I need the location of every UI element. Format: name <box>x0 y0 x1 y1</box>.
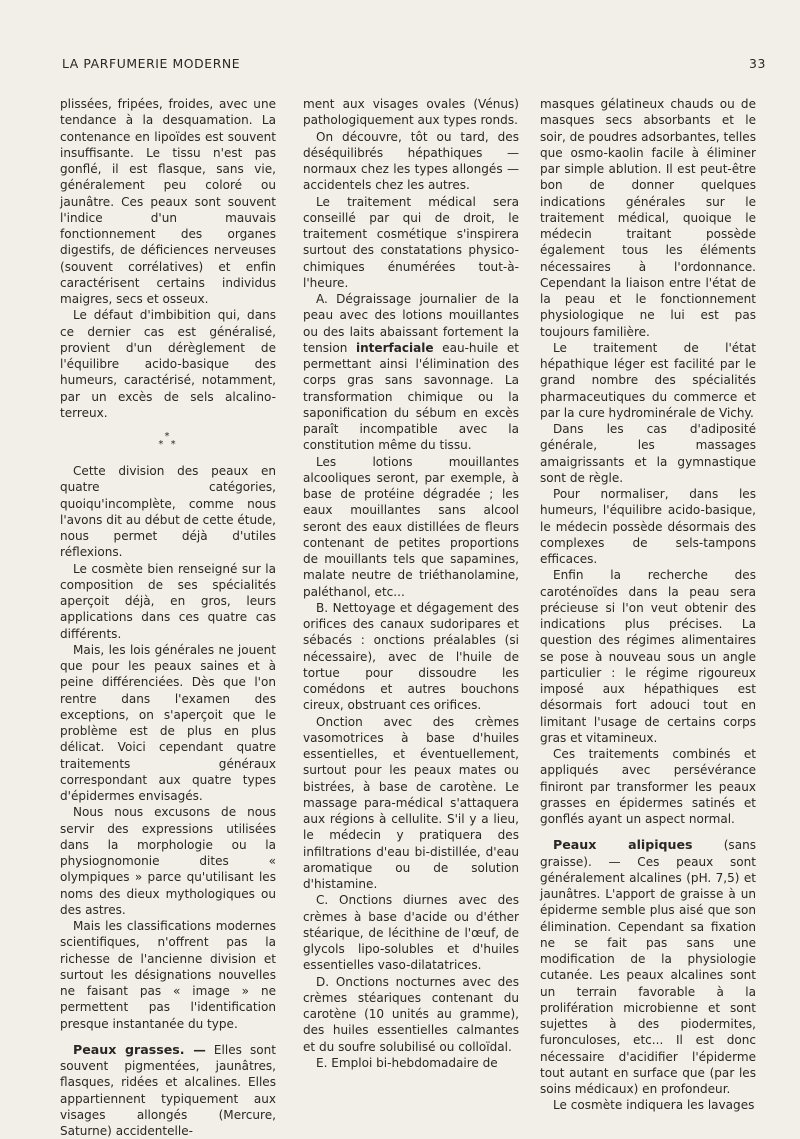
page-number: 33 <box>749 56 766 71</box>
running-title: LA PARFUMERIE MODERNE <box>62 56 241 71</box>
paragraph: Dans les cas d'adiposité générale, les massages amaigrissants et la gymnastique sont de règle. <box>540 422 756 485</box>
emphasized-term: interfaciale <box>355 340 434 355</box>
section-paragraph <box>540 837 756 1097</box>
paragraph: Onction avec des crèmes vasomotrices à base d'huiles essentielles, et éventuellement, surtout pour les peaux mates ou bistrées, à base de carotène. Le massage para-médical s'attaquera aux régions à cellulite. S'il y a lieu, le médecin y pratiquera des infiltrations d'eau bi-distillée, d'eau aromatique ou de solution d'histamine. <box>303 714 519 891</box>
column-right <box>540 96 756 1114</box>
asterism-top: * <box>164 431 172 442</box>
paragraph-text: (sans graisse). — Ces peaux sont généralement alcalines (pH. 7,5) et jaunâtres. L'apport de graisse à un épiderme semble plus aisé que son élimination. Cependant sa fixation ne se fait pas sans une modification de la physiologie cutanée. Les peaux alcalines sont un terrain favorable à la prolifération microbienne et sont sujettes à des piodermites, furonculoses, etc... Il est donc nécessaire d'acidifier l'épiderme tout autant en surface que (par les soins médicaux) en profondeur. <box>540 838 756 1096</box>
paragraph: On découvre, tôt ou tard, des déséquilibrés hépathiques — normaux chez les types allongés — accidentels chez les autres. <box>303 129 519 193</box>
paragraph: Le cosmète bien renseigné sur la composition de ses spécialités aperçoit déjà, en gros, leurs applications dans ces quatre cas différents. <box>60 561 276 641</box>
paragraph-text: Elles sont souvent pigmentées, jaunâtres, flasques, ridées et alcalines. Elles appartiennent typiquement aux visages allongés (Mercure, Saturne) accidentelle- <box>60 1042 276 1138</box>
paragraph: Pour normaliser, dans les humeurs, l'équilibre acido-basique, le médecin possède désormais des complexes de sels-tampons efficaces. <box>540 487 756 566</box>
paragraph-text: A. Dégraissage journalier de la peau avec des lotions mouillantes ou des laits abaissant fortement la tension <box>303 292 519 355</box>
paragraph: B. Nettoyage et dégagement des orifices des canaux sudoripares et sébacés : onctions préalables (si nécessaire), avec de l'huile de tortue pour dissoudre les comédons et autres bouchons cireux, obstruant ces orifices. <box>303 600 519 713</box>
paragraph: D. Onctions nocturnes avec des crèmes stéariques contenant du carotène (10 unités au gramme), des huiles essentielles calmantes et du soufre solubilisé ou colloïdal. <box>303 974 519 1054</box>
paragraph-text: eau-huile et permettant ainsi l'élimination des corps gras sans savonnage. La transformation chimique ou la saponification du sébum en excès paraît incompatible avec la constitution même du tissu. <box>303 340 519 453</box>
paragraph: E. Emploi bi-hebdomadaire de <box>316 1055 498 1070</box>
paragraph: Mais les classifications modernes scientifiques, n'offrent pas la richesse de l'ancienne division et surtout les désignations nouvelles ne faisant pas « image » ne permettent pas l'identification presque instantanée du type. <box>60 919 276 1031</box>
paragraph <box>303 291 519 454</box>
section-paragraph <box>60 1042 276 1139</box>
paragraph: Enfin la recherche des caroténoïdes dans la peau sera précieuse si l'on veut obtenir des indications plus précises. La question des régimes alimentaires se pose à nouveau sous un angle particulier : le régime rigoureux imposé aux hépathiques est désormais fort adouci tout en limitant l'usage de certains corps gras et vitamineux. <box>540 568 756 745</box>
column-left <box>60 96 276 1139</box>
paragraph: Mais, les lois générales ne jouent que pour les peaux saines et à peine différenciées. Dès que l'on rentre dans l'examen des exceptions, on s'aperçoit que le problème est de plus en plus délicat. Voici cependant quatre traitements généraux correspondant aux quatre types d'épidermes envisagés. <box>60 642 276 803</box>
paragraph: masques gélatineux chauds ou de masques secs absorbants et le soir, de poudres adsorbantes, telles que osmo-kaolin facile à éliminer par simple ablution. Il est peut-être bon de donner quelques indications générales sur le traitement médical, quoique le médecin traitant possède également tous les éléments nécessaires à l'ordonnance. Cependant la liaison entre l'état de la peau et le fonctionnement physiologique ne lui est pas toujours familière. <box>540 97 756 339</box>
paragraph: Nous nous excusons de nous servir des expressions utilisées dans la morphologie ou la physiognomonie dites « olympiques » parce qu'utilisant les noms des dieux mythologiques ou des astres. <box>60 805 276 917</box>
section-heading-peaux-alipiques: Peaux alipiques <box>553 837 693 853</box>
page-header <box>62 56 766 76</box>
paragraph: plissées, fripées, froides, avec une tendance à la desquamation. La contenance en lipoïdes est souvent insuffisante. Le tissu n'est pas gonflé, il est flasque, sans vie, généralement peu coloré ou jaunâtre. Ces peaux sont souvent l'indice d'un mauvais fonctionnement des organes digestifs, de déficiences nerveuses (souvent corrélatives) et enfin caractérisent certains individus maigres, secs et osseux. <box>60 97 276 306</box>
paragraph: Le traitement de l'état hépathique léger est facilité par le grand nombre des spécialités pharmaceutiques du commerce et par la cure hydrominérale de Vichy. <box>540 340 756 420</box>
paragraph: Ces traitements combinés et appliqués avec persévérance finiront par transformer les peaux grasses en épidermes satinés et gonflés ayant un aspect normal. <box>540 747 756 826</box>
paragraph: C. Onctions diurnes avec des crèmes à base d'acide ou d'éther stéarique, de lécithine de l'œuf, de glycols lipo-solubles et d'huiles essentielles vaso-dilatatrices. <box>303 893 519 973</box>
column-middle <box>303 96 519 1071</box>
paragraph: Les lotions mouillantes alcooliques seront, par exemple, à base de protéine dégradée ; les eaux mouillantes sans alcool seront des eaux distillées de fleurs contenant de petites proportions de mouillants tels que sapamines, malate neutre de triéthanolamine, paléthanol, etc... <box>303 454 519 599</box>
paragraph: ment aux visages ovales (Vénus) pathologiquement aux types ronds. <box>303 97 519 128</box>
paragraph: Le défaut d'imbibition qui, dans ce dernier cas est généralisé, provient d'un dérèglement de l'équilibre acido-basique des humeurs, caractérisé, notamment, par un excès de sels alcalino-terreux. <box>60 308 276 420</box>
asterism-separator <box>60 433 276 449</box>
asterism-bottom: * * <box>158 439 178 450</box>
paragraph: Le traitement médical sera conseillé par qui de droit, le traitement cosmétique s'inspirera surtout des constatations physico-chimiques énumérées tout-à-l'heure. <box>303 194 519 290</box>
section-heading-peaux-grasses: Peaux grasses. — <box>73 1041 206 1057</box>
paragraph: Cette division des peaux en quatre catégories, quoiqu'incomplète, comme nous l'avons dit au début de cette étude, nous permet déjà d'utiles réflexions. <box>60 464 276 560</box>
paragraph: Le cosmète indiquera les lavages <box>553 1098 755 1113</box>
